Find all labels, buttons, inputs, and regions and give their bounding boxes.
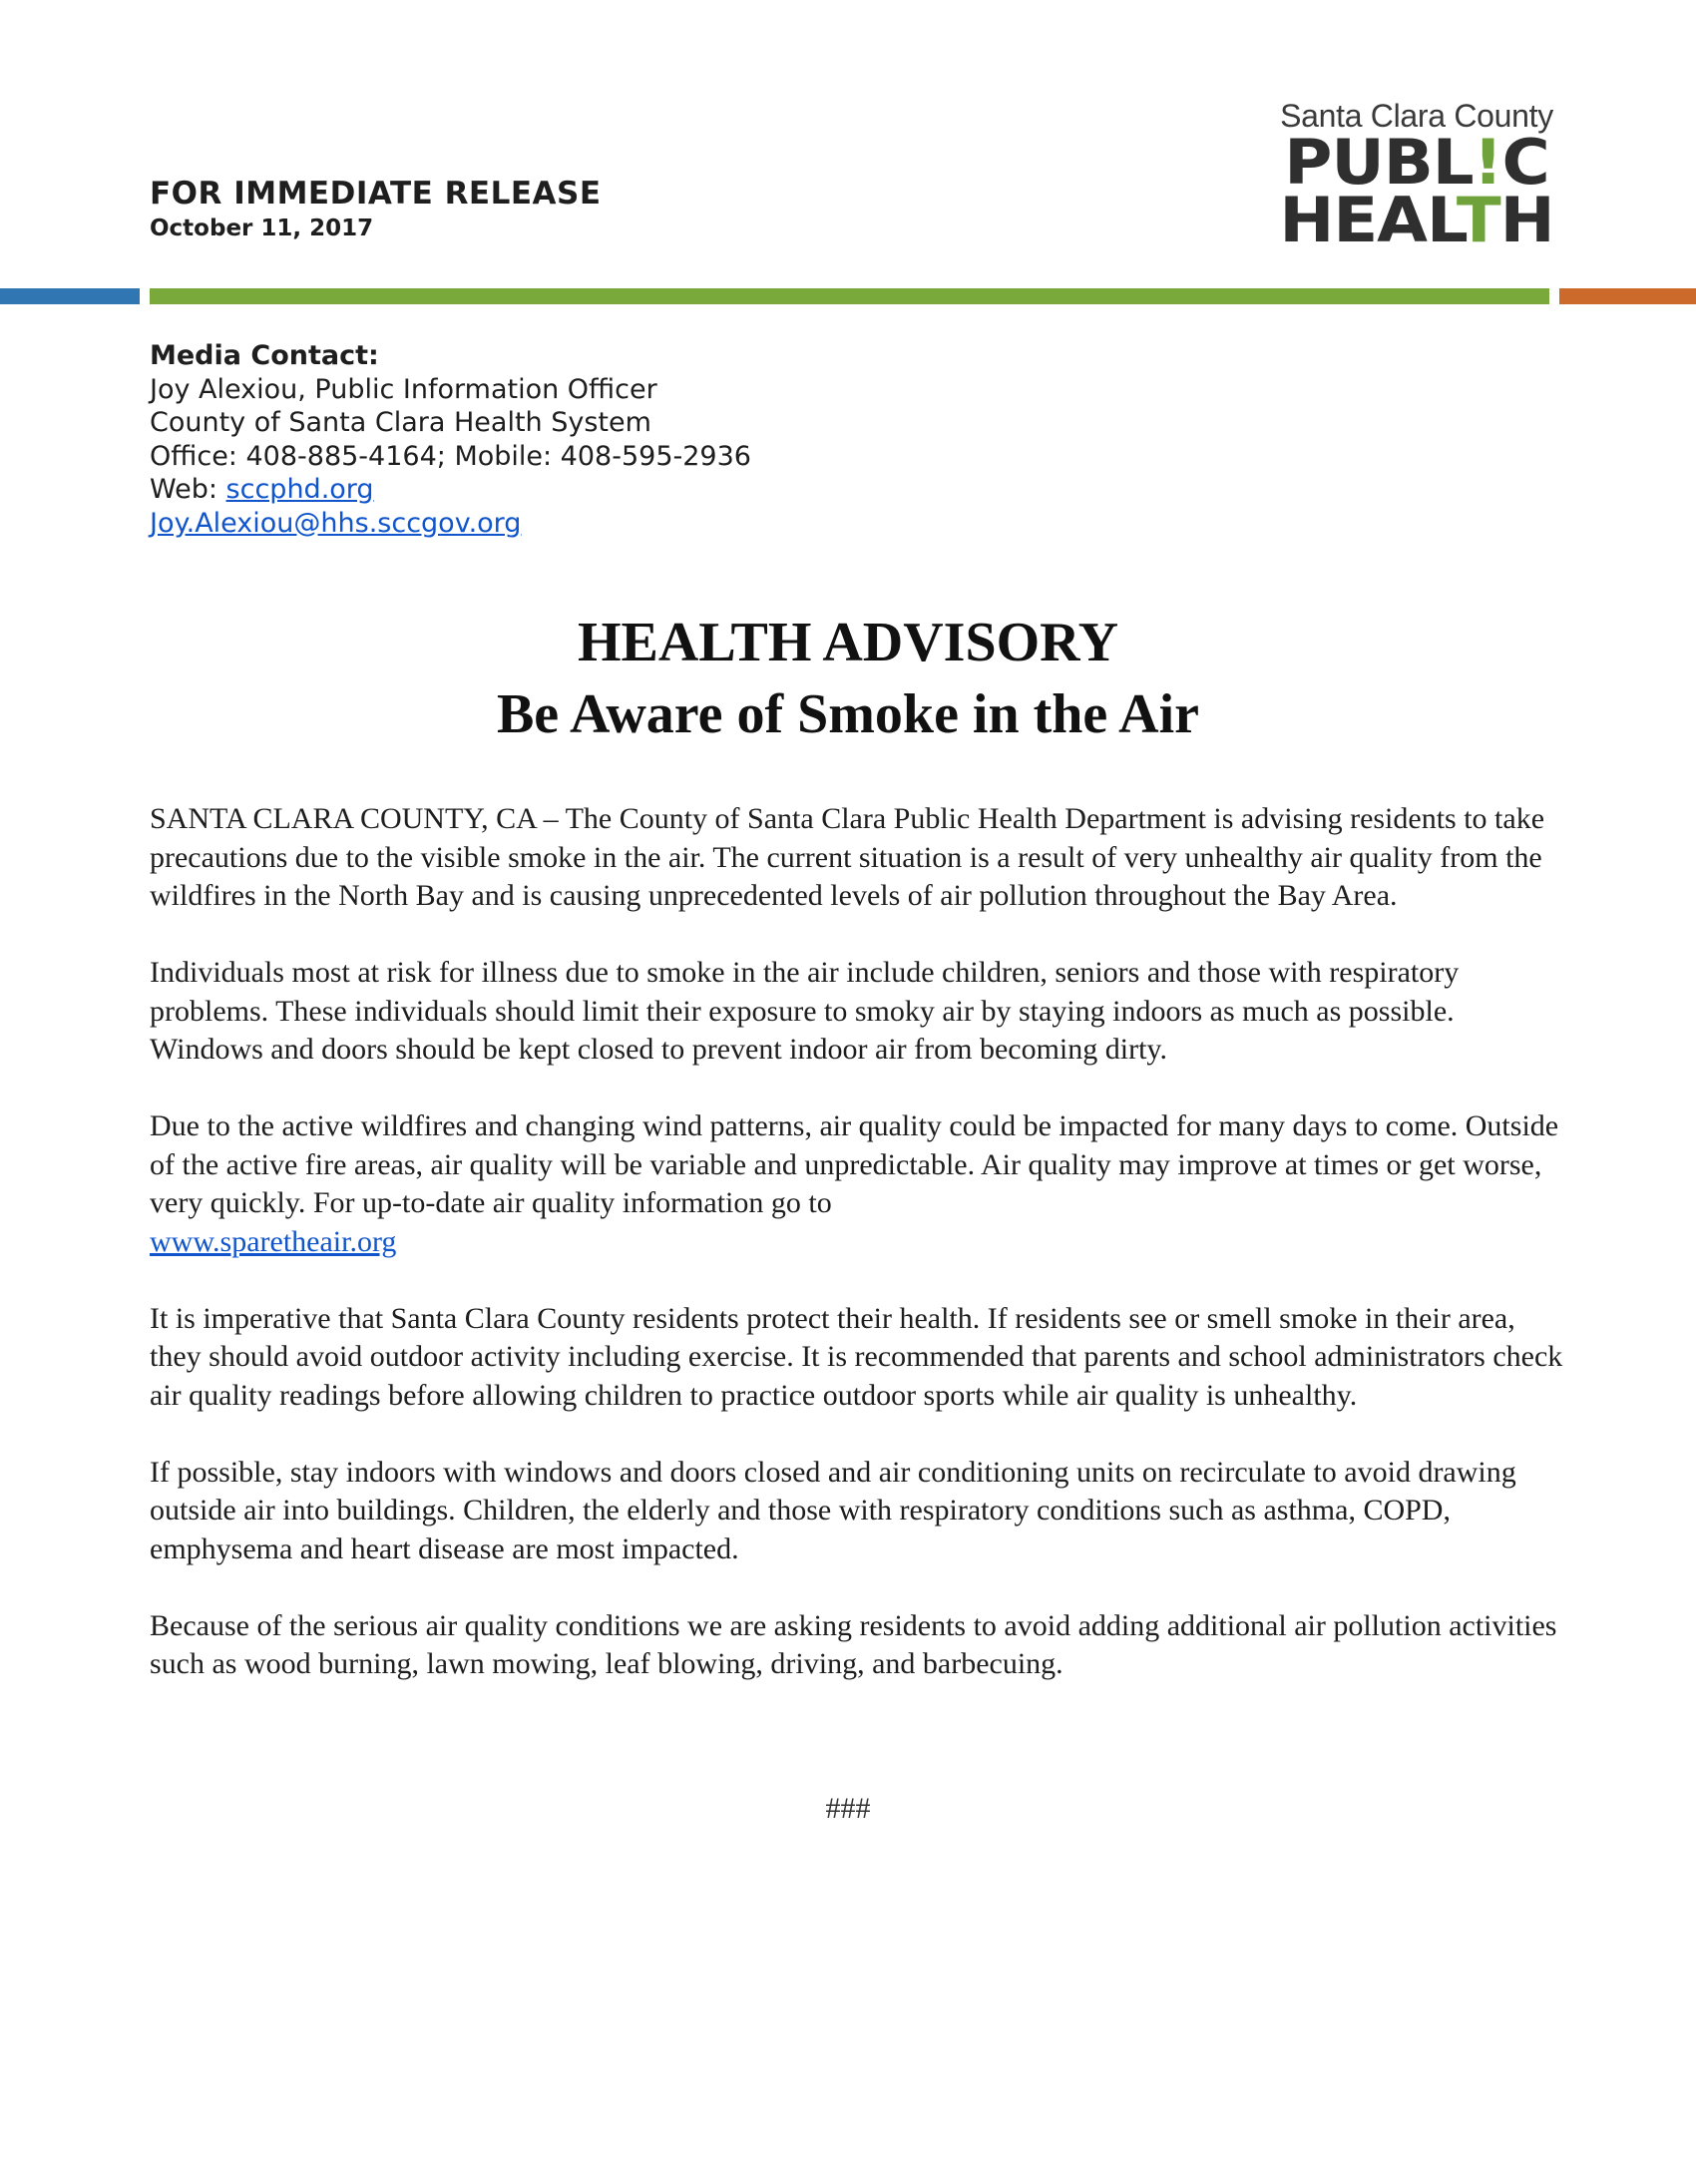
paragraph-2: Individuals most at risk for illness due to smoke in the air include children, seniors and those with respiratory problems. These individuals should limit their exposure to smoky air by staying indoors as much as possible. Windows and doors should be kept closed to prevent indoor air from becoming dirty. — [150, 956, 1460, 1066]
advisory-title — [0, 607, 1696, 750]
release-date: October 11, 2017 — [150, 216, 374, 241]
logo-county-name: Santa Clara County — [1280, 98, 1553, 134]
contact-web: Web: sccphd.org — [150, 474, 374, 505]
paragraph-3: Due to the active wildfires and changing wind patterns, air quality could be impacted for many days to come. Outside of the active fire areas, air quality will be variable and unpredictable. Air quality may improve at times or get worse, very quickly. For up-to-date air quality information go to www.sparetheair.org — [150, 1109, 1559, 1258]
paragraph-4: It is imperative that Santa Clara County residents protect their health. If residents see or smell smoke in their area, they should avoid outdoor activity including exercise. It is recommended that parents and school administrators check air quality readings before allowing children to practice outdoor sports while air quality is unhealthy. — [150, 1301, 1563, 1412]
public-health-logo — [1267, 98, 1566, 256]
media-contact-heading: Media Contact: — [150, 340, 379, 371]
header-bar-orange — [1559, 288, 1696, 304]
end-mark: ### — [825, 1792, 871, 1825]
title-line-1: HEALTH ADVISORY — [577, 612, 1119, 673]
web-link[interactable]: sccphd.org — [225, 474, 374, 505]
contact-phones: Office: 408-885-4164; Mobile: 408-595-2936 — [150, 440, 751, 472]
contact-organization: County of Santa Clara Health System — [150, 407, 651, 438]
email-link[interactable]: Joy.Alexiou@hhs.sccgov.org — [150, 507, 522, 539]
paragraph-5: If possible, stay indoors with windows and doors closed and air conditioning units on recirculate to avoid drawing outside air into buildings. Children, the elderly and those with respiratory conditions such as asthma, COPD, emphysema and heart disease are most impacted. — [150, 1455, 1516, 1565]
media-contact-block — [150, 339, 751, 540]
sparetheair-link[interactable]: www.sparetheair.org — [150, 1224, 397, 1258]
header-bar-green — [150, 288, 1549, 304]
title-line-2: Be Aware of Smoke in the Air — [496, 683, 1200, 745]
paragraph-6: Because of the serious air quality conditions we are asking residents to avoid adding additional air pollution activities such as wood burning, lawn mowing, leaf blowing, driving, and barbecuing. — [150, 1608, 1557, 1680]
logo-health-word: HEALTH — [1279, 184, 1554, 256]
advisory-body — [150, 800, 1566, 1722]
release-label: FOR IMMEDIATE RELEASE — [150, 176, 602, 212]
logo-public-word: PUBL!C — [1284, 126, 1549, 199]
paragraph-1: SANTA CLARA COUNTY, CA – The County of Santa Clara Public Health Department is advising residents to take precautions due to the visible smoke in the air. The current situation is a result of very unhealthy air quality from the wildfires in the North Bay and is causing unprecedented levels of air pollution throughout the Bay Area. — [150, 802, 1545, 912]
contact-name: Joy Alexiou, Public Information Officer — [150, 373, 657, 405]
header-bar-blue — [0, 288, 140, 304]
